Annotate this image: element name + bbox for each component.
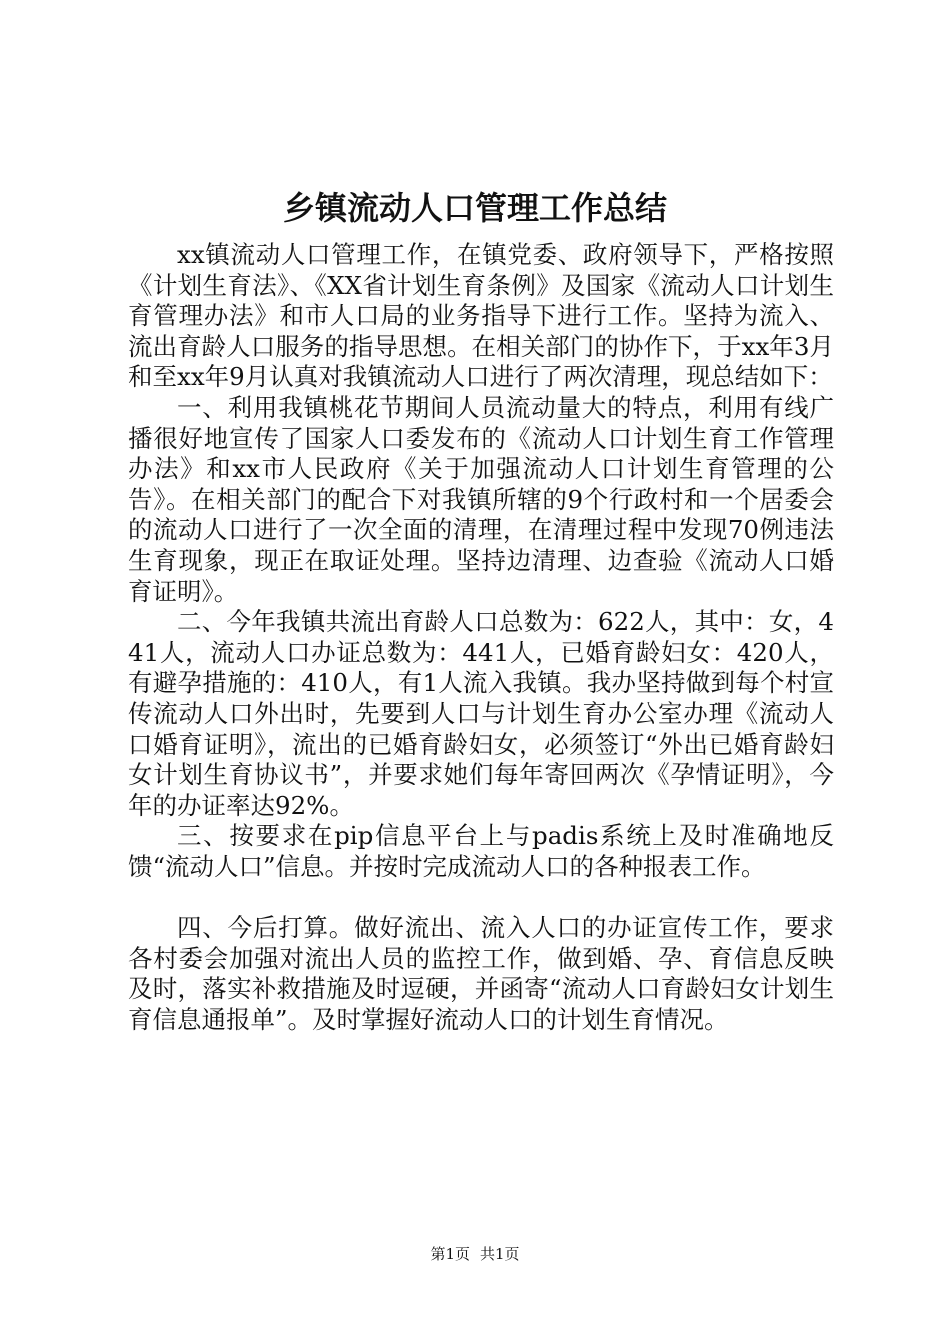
paragraph-section-3: 三、按要求在pip信息平台上与padis系统上及时准确地反馈“流动人口”信息。并按时完成流动人口的各种报表工作。 [128, 821, 834, 881]
page-total: 共1页 [480, 1245, 520, 1263]
page-number: 第1页 [430, 1245, 470, 1263]
paragraph-section-1: 一、利用我镇桃花节期间人员流动量大的特点，利用有线广播很好地宣传了国家人口委发布的《流动人口计划生育工作管理办法》和xx市人民政府《关于加强流动人口计划生育管理的公告》。在相关部门的配合下对我镇所辖的9个行政村和一个居委会的流动人口进行了一次全面的清理，在清理过程中发现70例违法生育现象，现正在取证处理。坚持边清理、边查验《流动人口婚育证明》。 [128, 392, 834, 606]
paragraph-section-4: 四、今后打算。做好流出、流入人口的办证宣传工作，要求各村委会加强对流出人员的监控工作，做到婚、孕、育信息反映及时，落实补救措施及时逗硬，并函寄“流动人口育龄妇女计划生育信息通报单”。及时掌握好流动人口的计划生育情况。 [128, 913, 834, 1034]
paragraph-section-2: 二、今年我镇共流出育龄人口总数为：622人，其中：女，441人，流动人口办证总数为：441人，已婚育龄妇女：420人，有避孕措施的：410人，有1人流入我镇。我办坚持做到每个村宣传流动人口外出时，先要到人口与计划生育办公室办理《流动人口婚育证明》，流出的已婚育龄妇女，必须签订“外出已婚育龄妇女计划生育协议书”，并要求她们每年寄回两次《孕情证明》，今年的办证率达92%。 [128, 607, 834, 820]
paragraph-spacer [128, 882, 834, 913]
paragraph-intro: xx镇流动人口管理工作，在镇党委、政府领导下，严格按照《计划生育法》、《XX省计划生育条例》及国家《流动人口计划生育管理办法》和市人口局的业务指导下进行工作。坚持为流入、流出育龄人口服务的指导思想。在相关部门的协作下，于xx年3月和至xx年9月认真对我镇流动人口进行了两次清理，现总结如下： [128, 240, 834, 392]
document-title: 乡镇流动人口管理工作总结 [282, 189, 667, 227]
page-footer [0, 1244, 950, 1264]
document-body [128, 240, 834, 1035]
